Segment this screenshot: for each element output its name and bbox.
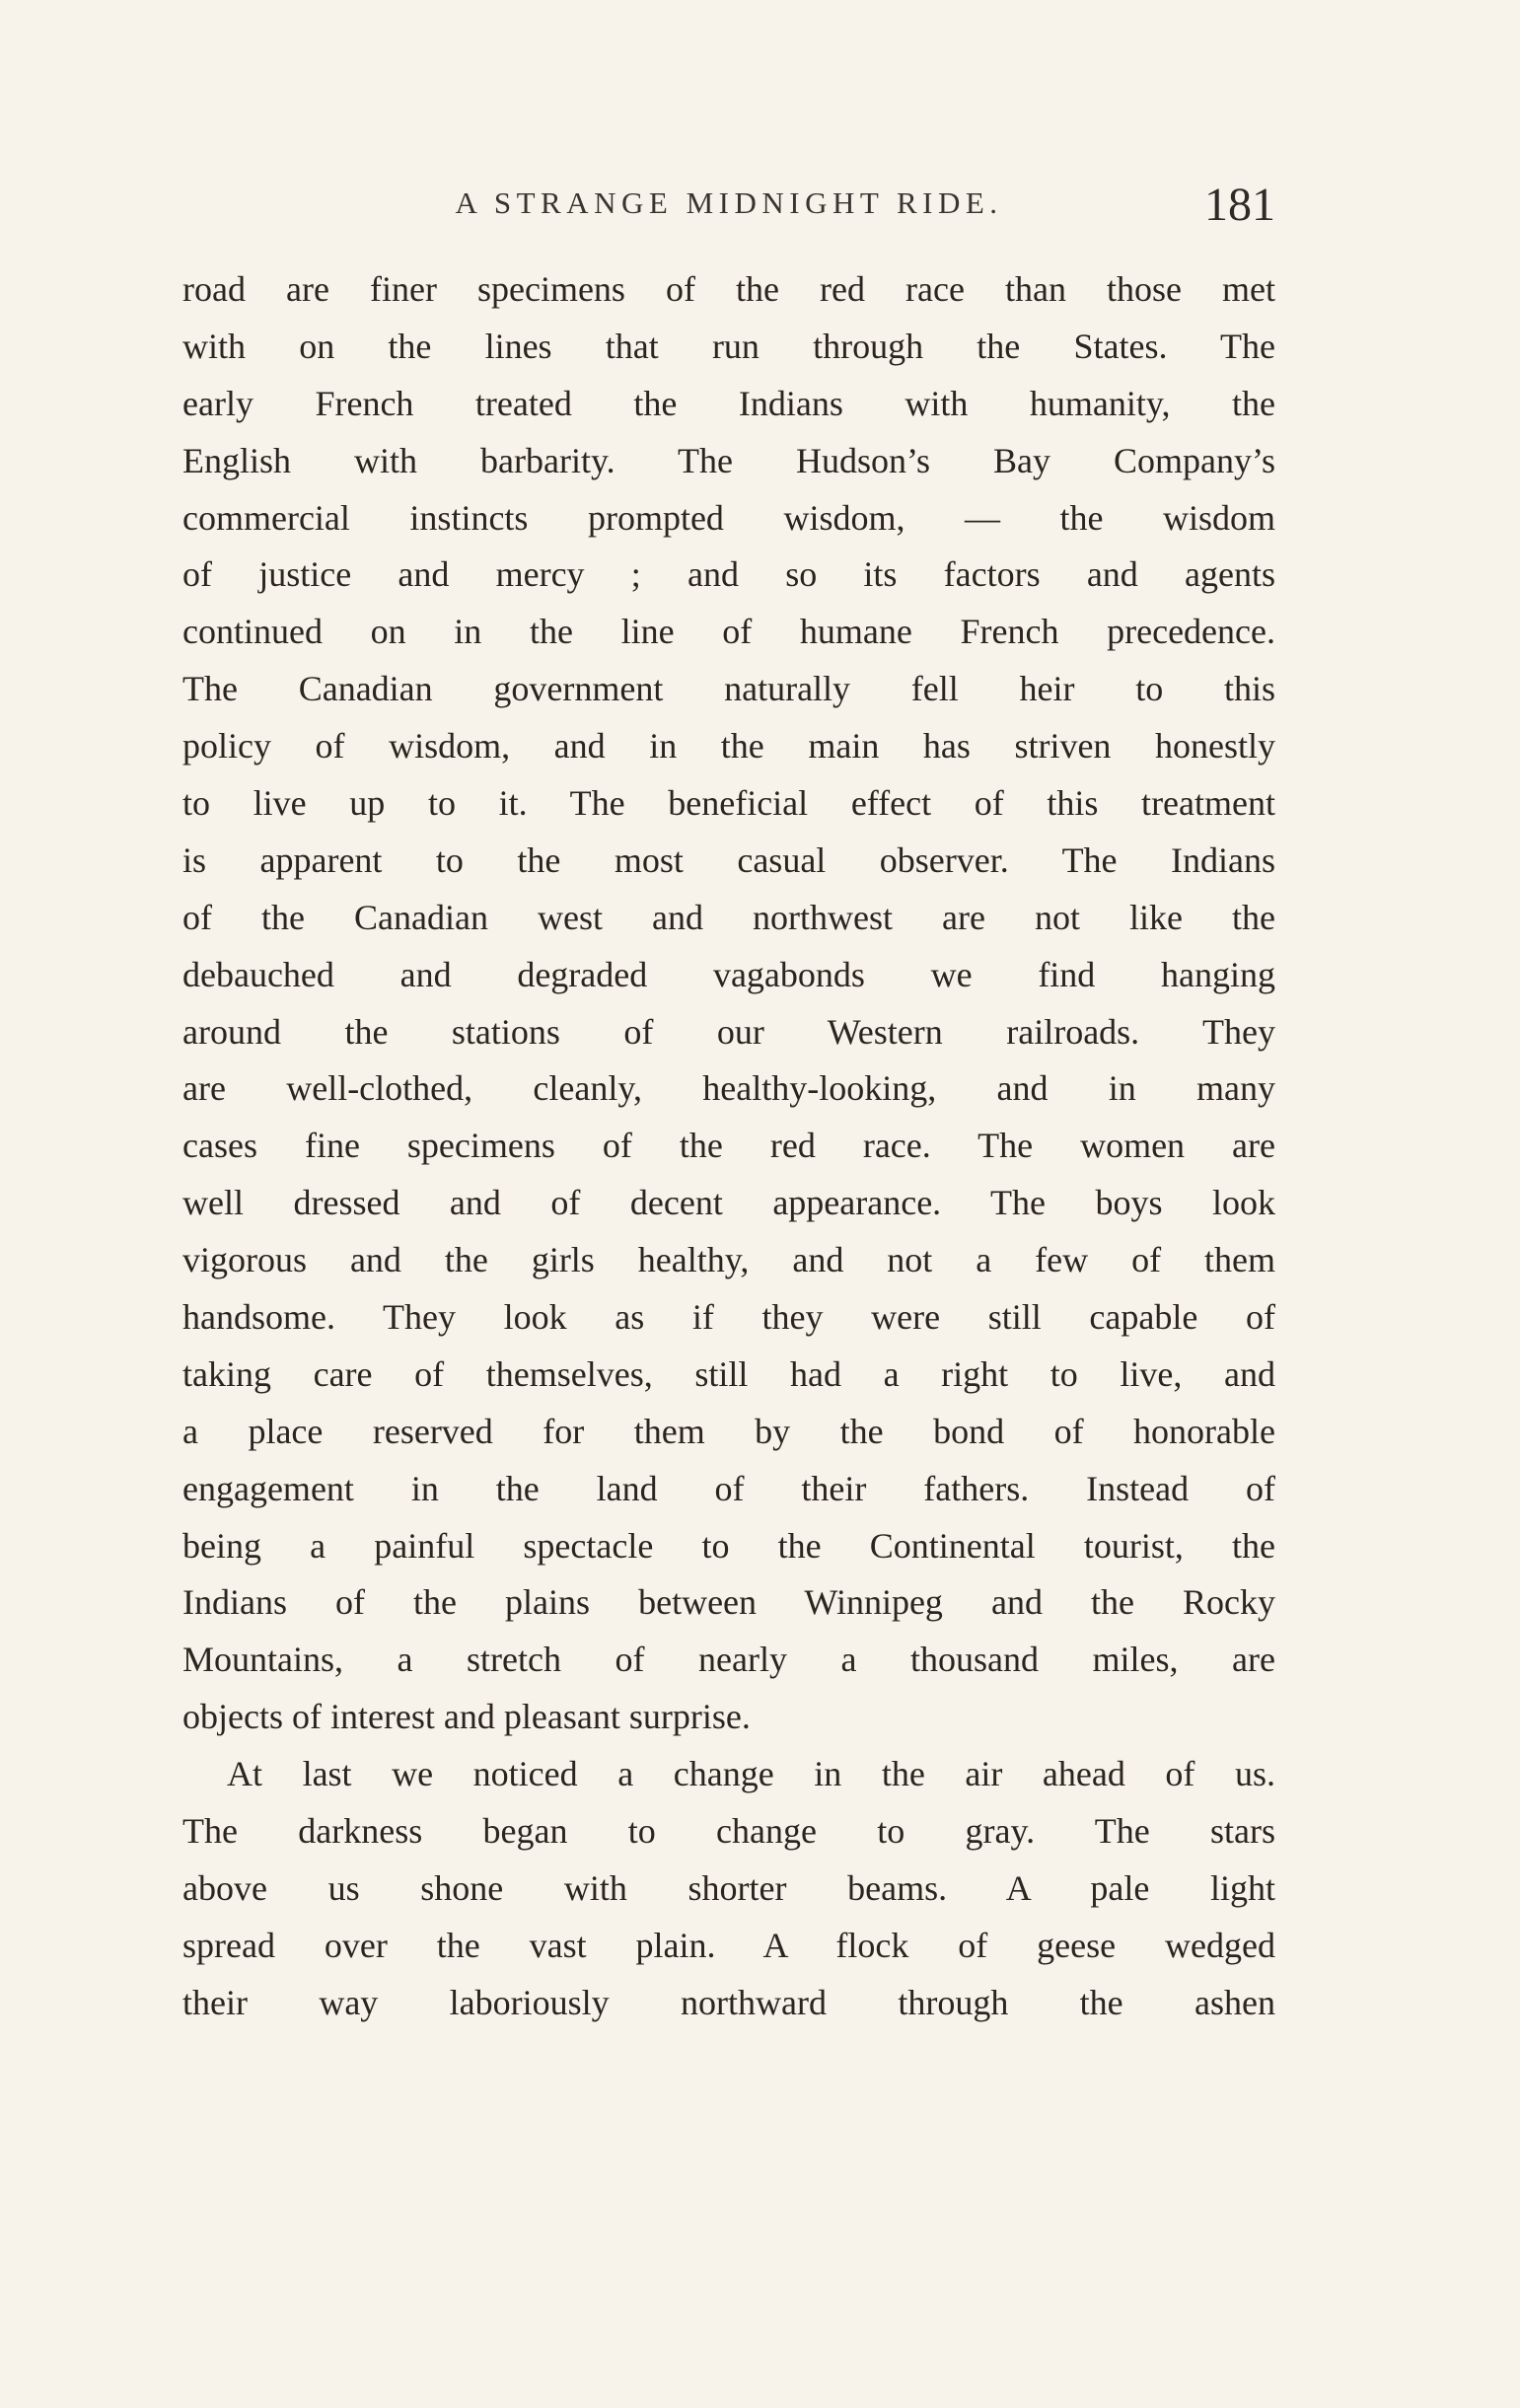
text-line: continued on in the line of humane French precedence. xyxy=(182,612,1275,652)
page-number: 181 xyxy=(1204,179,1275,231)
text-line: taking care of themselves, still had a right to live, and xyxy=(182,1353,1275,1394)
text-line: their way laboriously northward through the ashen xyxy=(182,1982,1275,2022)
text-line: cases fine specimens of the red race. The women are xyxy=(182,1126,1275,1166)
text-line: The Canadian government naturally fell heir to this xyxy=(182,669,1275,709)
text-line: above us shone with shorter beams. A pale light xyxy=(182,1867,1275,1908)
text-line: debauched and degraded vagabonds we find hanging xyxy=(182,954,1275,994)
text-line: engagement in the land of their fathers. Instead of xyxy=(182,1468,1275,1508)
text-line: are well-clothed, cleanly, healthy-looking, and in many xyxy=(182,1068,1275,1109)
running-title: A STRANGE MIDNIGHT RIDE. xyxy=(455,185,1003,220)
text-line: of the Canadian west and northwest are not like the xyxy=(182,897,1275,937)
text-line: vigorous and the girls healthy, and not a few of them xyxy=(182,1240,1275,1280)
text-line: around the stations of our Western railroads. They xyxy=(182,1011,1275,1052)
text-line: Mountains, a stretch of nearly a thousand miles, are xyxy=(182,1640,1275,1680)
text-line: with on the lines that run through the States. The xyxy=(182,326,1275,366)
text-line: The darkness began to change to gray. The stars xyxy=(182,1811,1275,1852)
text-line: well dressed and of decent appearance. The boys look xyxy=(182,1183,1275,1223)
paragraph-end-line: objects of interest and pleasant surprise. xyxy=(182,1697,751,1737)
text-line: road are finer specimens of the red race than those met xyxy=(182,269,1275,309)
text-line: a place reserved for them by the bond of honorable xyxy=(182,1411,1275,1451)
text-line: policy of wisdom, and in the main has striven honestly xyxy=(182,726,1275,766)
text-line: is apparent to the most casual observer. The Indians xyxy=(182,839,1275,880)
text-line: spread over the vast plain. A flock of geese wedged xyxy=(182,1925,1275,1965)
text-line: being a painful spectacle to the Continental tourist, the xyxy=(182,1525,1275,1566)
body-text xyxy=(182,261,1275,2032)
text-line: early French treated the Indians with humanity, the xyxy=(182,383,1275,423)
text-line: commercial instincts prompted wisdom, — the wisdom xyxy=(182,497,1275,538)
text-line: Indians of the plains between Winnipeg and the Rocky xyxy=(182,1582,1275,1623)
paragraph-start-line: At last we noticed a change in the air ahead of us. xyxy=(227,1754,1275,1794)
text-line: of justice and mercy ; and so its factors and agents xyxy=(182,554,1275,595)
running-head xyxy=(182,178,1275,247)
text-line: English with barbarity. The Hudson’s Bay Company’s xyxy=(182,440,1275,480)
text-line: to live up to it. The beneficial effect of this treatment xyxy=(182,783,1275,824)
text-line: handsome. They look as if they were still capable of xyxy=(182,1297,1275,1338)
